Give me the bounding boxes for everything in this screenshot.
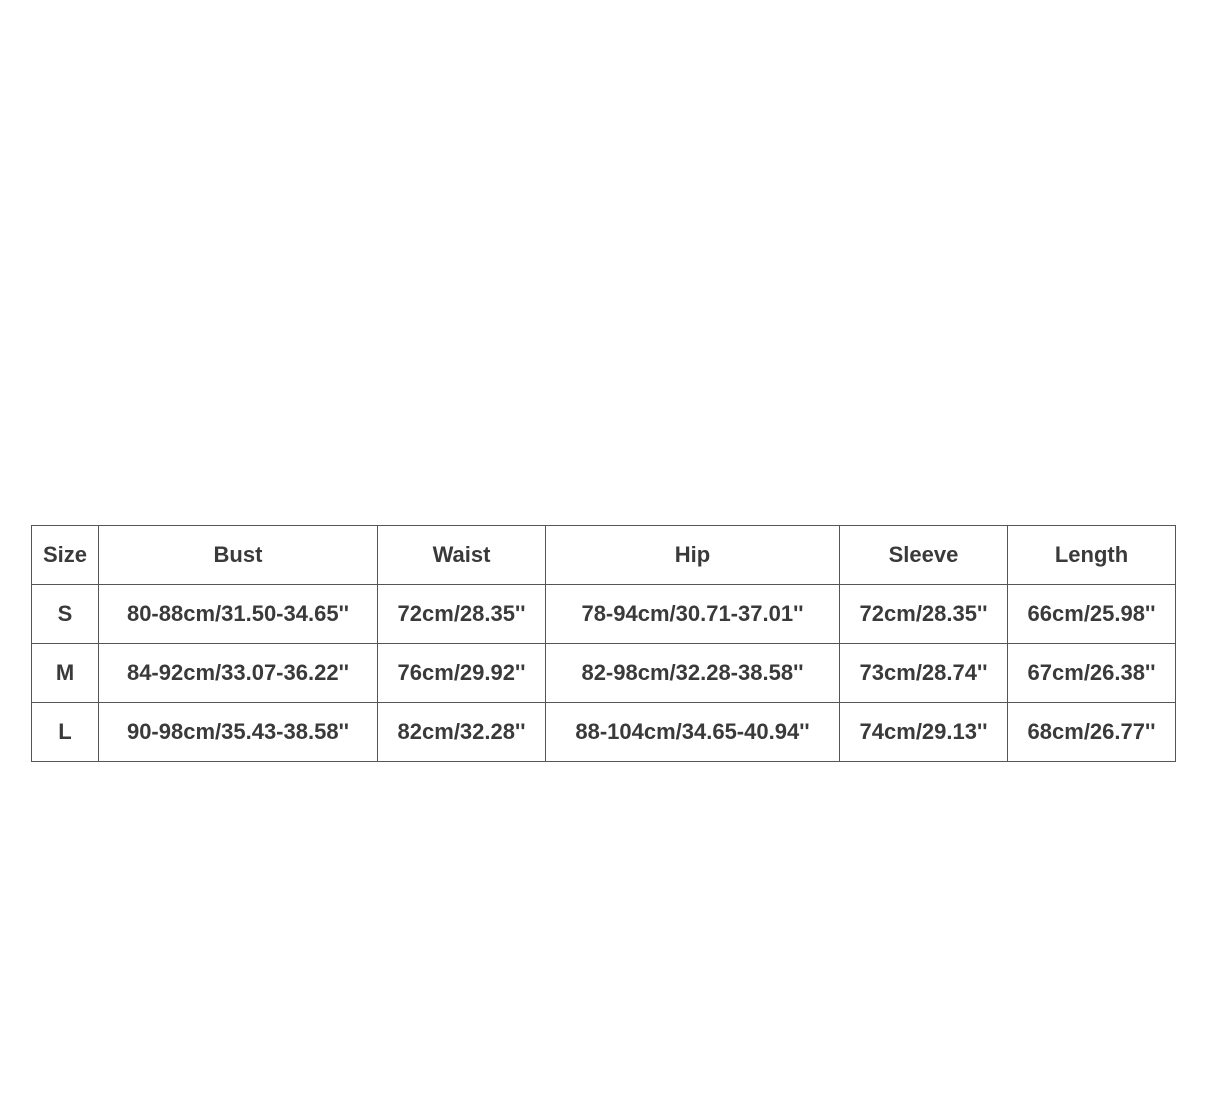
table-row xyxy=(32,585,1176,644)
header-length: Length xyxy=(1008,526,1176,585)
size-chart-table xyxy=(31,525,1176,762)
header-sleeve: Sleeve xyxy=(840,526,1008,585)
cell-sleeve: 73cm/28.74'' xyxy=(840,644,1008,703)
cell-bust: 80-88cm/31.50-34.65'' xyxy=(99,585,378,644)
header-hip: Hip xyxy=(546,526,840,585)
header-bust: Bust xyxy=(99,526,378,585)
header-waist: Waist xyxy=(378,526,546,585)
cell-size: S xyxy=(32,585,99,644)
cell-length: 66cm/25.98'' xyxy=(1008,585,1176,644)
cell-length: 67cm/26.38'' xyxy=(1008,644,1176,703)
table-header-row xyxy=(32,526,1176,585)
cell-size: M xyxy=(32,644,99,703)
cell-waist: 72cm/28.35'' xyxy=(378,585,546,644)
cell-bust: 90-98cm/35.43-38.58'' xyxy=(99,703,378,762)
table-row xyxy=(32,703,1176,762)
cell-waist: 76cm/29.92'' xyxy=(378,644,546,703)
table-row xyxy=(32,644,1176,703)
cell-hip: 78-94cm/30.71-37.01'' xyxy=(546,585,840,644)
cell-sleeve: 74cm/29.13'' xyxy=(840,703,1008,762)
cell-bust: 84-92cm/33.07-36.22'' xyxy=(99,644,378,703)
cell-sleeve: 72cm/28.35'' xyxy=(840,585,1008,644)
cell-size: L xyxy=(32,703,99,762)
header-size: Size xyxy=(32,526,99,585)
cell-hip: 82-98cm/32.28-38.58'' xyxy=(546,644,840,703)
cell-hip: 88-104cm/34.65-40.94'' xyxy=(546,703,840,762)
cell-length: 68cm/26.77'' xyxy=(1008,703,1176,762)
cell-waist: 82cm/32.28'' xyxy=(378,703,546,762)
